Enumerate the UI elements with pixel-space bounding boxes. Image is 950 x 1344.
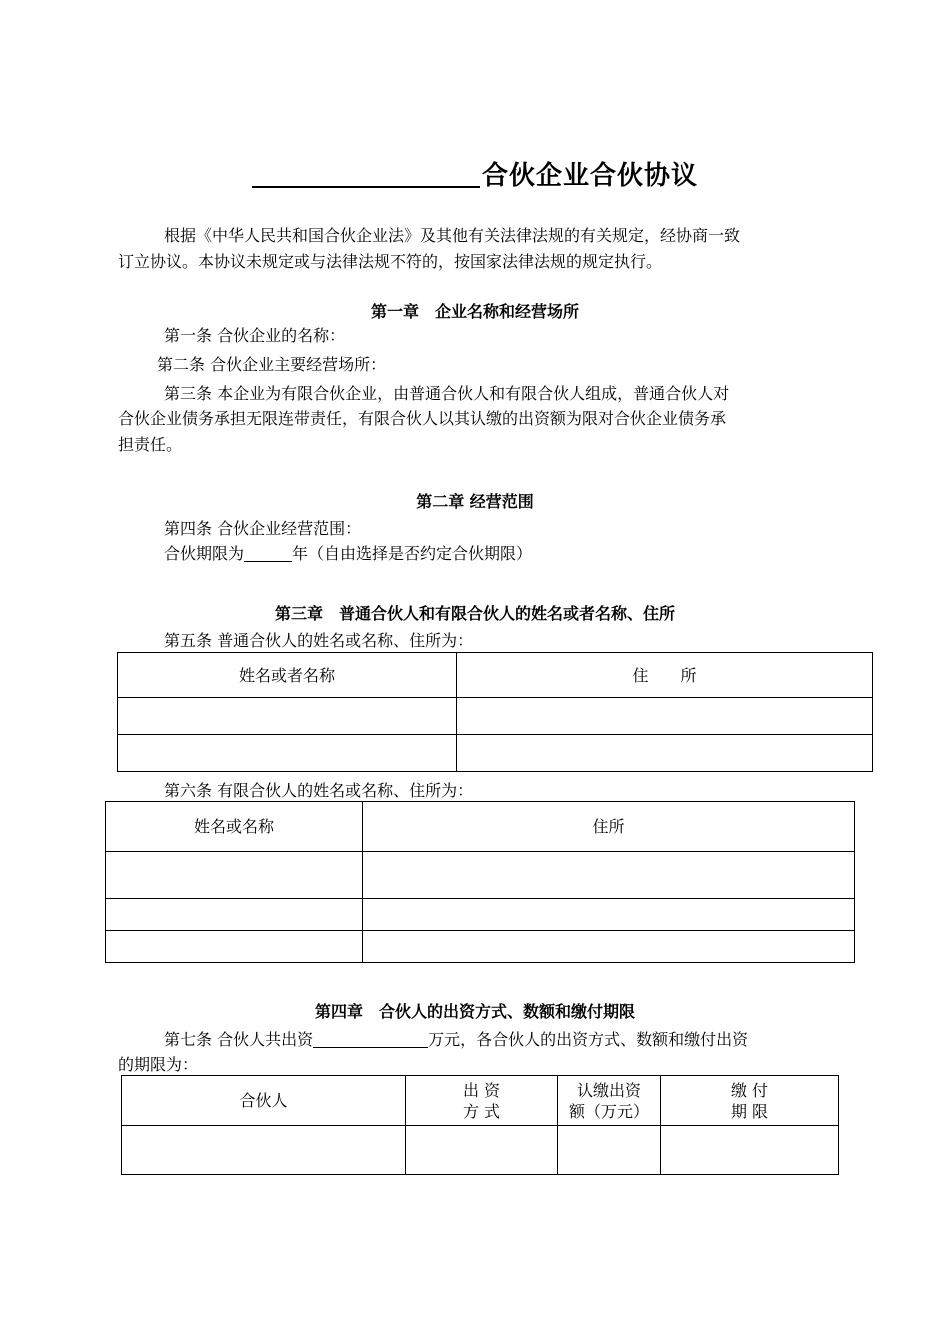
contribution-table xyxy=(121,1075,839,1175)
table3-header-method xyxy=(406,1076,558,1126)
enterprise-name-blank xyxy=(252,160,480,188)
article-1: 第一条 合伙企业的名称： xyxy=(164,326,346,345)
article-3-line-2: 合伙企业债务承担无限连带责任，有限合伙人以其认缴的出资额为限对合伙企业债务承 xyxy=(118,409,727,428)
term-years-blank[interactable] xyxy=(244,544,292,562)
chapter-3-heading: 第三章 普通合伙人和有限合伙人的姓名或者名称、住所 xyxy=(274,604,675,623)
intro-line-2: 订立协议。本协议未规定或与法律法规不符的，按国家法律法规的规定执行。 xyxy=(118,252,663,271)
table1-cell[interactable] xyxy=(118,735,457,772)
article-7-prefix: 第七条 合伙人共出资 xyxy=(164,1030,314,1049)
table2-header-address: 住所 xyxy=(363,802,855,852)
table2-header-name: 姓名或名称 xyxy=(106,802,363,852)
table2-cell[interactable] xyxy=(106,899,363,931)
partnership-term-suffix: 年（自由选择是否约定合伙期限） xyxy=(292,544,533,563)
chapter-4-heading: 第四章 合伙人的出资方式、数额和缴付期限 xyxy=(314,1002,635,1021)
table-row xyxy=(118,735,873,772)
table2-cell[interactable] xyxy=(363,899,855,931)
table3-cell[interactable] xyxy=(122,1126,406,1175)
article-6: 第六条 有限合伙人的姓名或名称、住所为： xyxy=(164,781,474,800)
partnership-term xyxy=(164,541,532,566)
table3-header-amount-line-1: 认缴出资 xyxy=(576,1080,641,1100)
table1-cell[interactable] xyxy=(118,698,457,735)
document-title-text: 合伙企业合伙协议 xyxy=(481,161,698,191)
table1-header-address: 住 所 xyxy=(457,653,873,698)
total-contribution-blank[interactable] xyxy=(313,1030,428,1048)
table3-cell[interactable] xyxy=(558,1126,661,1175)
table-row xyxy=(106,852,855,899)
table3-header-amount-line-2: 额（万元） xyxy=(568,1101,649,1121)
chapter-2-heading: 第二章 经营范围 xyxy=(416,492,534,511)
table-row xyxy=(122,1126,839,1175)
article-7-line-1 xyxy=(164,1027,748,1052)
article-3-line-1: 第三条 本企业为有限合伙企业，由普通合伙人和有限合伙人组成，普通合伙人对 xyxy=(164,384,730,403)
table3-header-period-line-2: 期 限 xyxy=(730,1101,769,1121)
table3-header-amount xyxy=(558,1076,661,1126)
table-row xyxy=(106,899,855,931)
article-7-suffix: 万元，各合伙人的出资方式、数额和缴付出资 xyxy=(428,1030,749,1049)
limited-partners-table xyxy=(105,801,855,963)
article-3-line-3: 担责任。 xyxy=(118,435,183,454)
article-7-line-2: 的期限为： xyxy=(118,1055,199,1074)
table-row xyxy=(118,698,873,735)
article-2: 第二条 合伙企业主要经营场所： xyxy=(157,355,387,374)
partnership-term-prefix: 合伙期限为 xyxy=(164,544,245,563)
table1-cell[interactable] xyxy=(457,698,873,735)
article-5: 第五条 普通合伙人的姓名或名称、住所为： xyxy=(164,631,474,650)
general-partners-table xyxy=(117,652,873,772)
document-title xyxy=(0,155,950,192)
table3-header-partner: 合伙人 xyxy=(122,1076,406,1126)
table1-header-name: 姓名或者名称 xyxy=(118,653,457,698)
table3-cell[interactable] xyxy=(406,1126,558,1175)
table2-cell[interactable] xyxy=(106,852,363,899)
table2-cell[interactable] xyxy=(363,852,855,899)
table3-header-period-line-1: 缴 付 xyxy=(730,1080,769,1100)
table1-cell[interactable] xyxy=(457,735,873,772)
chapter-1-heading: 第一章 企业名称和经营场所 xyxy=(370,302,579,321)
table3-header-method-line-1: 出 资 xyxy=(462,1080,501,1100)
table3-header-method-line-2: 方 式 xyxy=(462,1101,501,1121)
table3-header-period xyxy=(661,1076,839,1126)
article-4: 第四条 合伙企业经营范围： xyxy=(164,519,362,538)
table-row xyxy=(106,931,855,963)
table2-cell[interactable] xyxy=(106,931,363,963)
intro-line-1: 根据《中华人民共和国合伙企业法》及其他有关法律法规的有关规定，经协商一致 xyxy=(164,226,741,245)
table3-cell[interactable] xyxy=(661,1126,839,1175)
table2-cell[interactable] xyxy=(363,931,855,963)
